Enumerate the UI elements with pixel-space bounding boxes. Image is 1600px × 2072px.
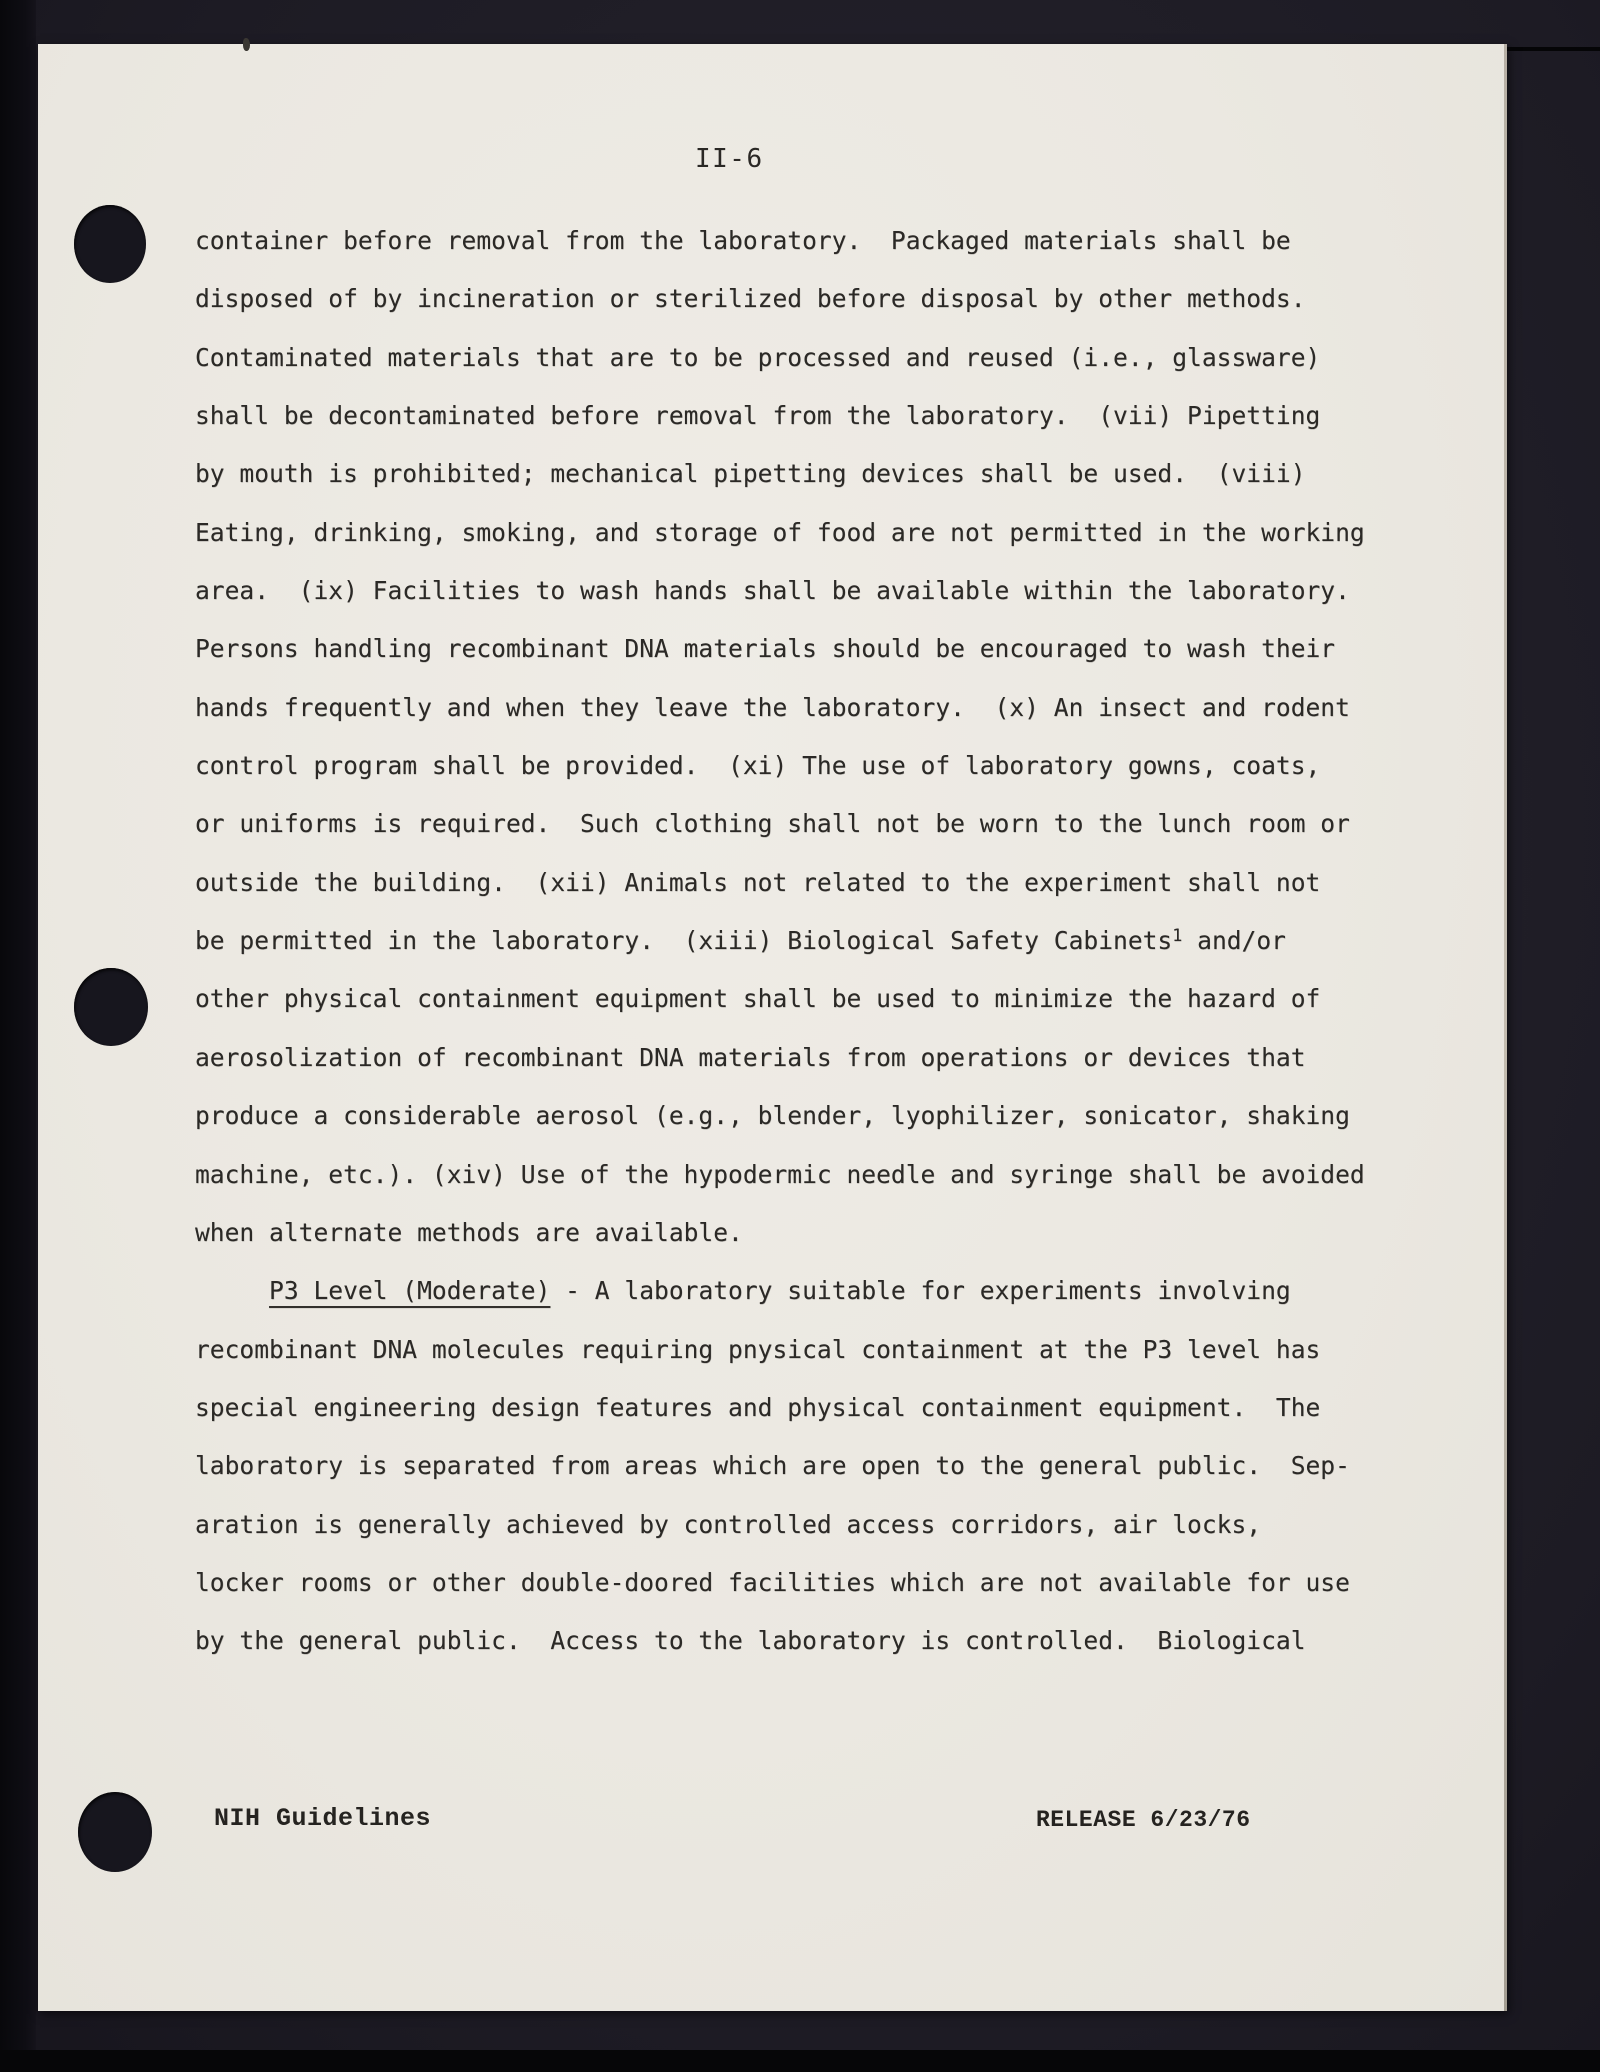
text-segment: aerosolization of recombinant DNA materials from operations or devices that (195, 1042, 1306, 1072)
text-segment: when alternate methods are available. (195, 1217, 743, 1247)
text-segment: produce a considerable aerosol (e.g., blender, lyophilizer, sonicator, shaking (195, 1101, 1350, 1131)
text-segment: P3 Level (Moderate) (269, 1276, 551, 1306)
text-segment: by the general public. Access to the laboratory is controlled. Biological (195, 1626, 1306, 1656)
text-line (195, 212, 1365, 270)
text-segment: control program shall be provided. (xi) The use of laboratory gowns, coats, (195, 751, 1321, 781)
footer-document-title: NIH Guidelines (214, 1804, 432, 1833)
text-line (195, 270, 1365, 328)
punch-hole-top (74, 205, 146, 283)
text-segment: laboratory is separated from areas which are open to the general public. Sep- (195, 1451, 1350, 1481)
text-segment: hands frequently and when they leave the laboratory. (x) An insect and rodent (195, 692, 1350, 722)
text-segment: by mouth is prohibited; mechanical pipetting devices shall be used. (viii) (195, 459, 1306, 489)
page-number: II-6 (695, 144, 764, 174)
text-segment: aration is generally achieved by controlled access corridors, air locks, (195, 1509, 1262, 1539)
footnote-reference: 1 (1172, 924, 1183, 945)
punch-hole-middle (74, 968, 148, 1046)
text-segment: locker rooms or other double-doored facilities which are not available for use (195, 1567, 1350, 1597)
document-body (195, 212, 1365, 1671)
text-line (195, 1146, 1365, 1204)
text-line (195, 620, 1365, 678)
text-line (195, 1379, 1365, 1437)
text-segment: and/or (1182, 926, 1286, 956)
text-segment: - A laboratory suitable for experiments involving (550, 1276, 1291, 1306)
text-line (195, 1612, 1365, 1670)
text-line (195, 1437, 1365, 1495)
table-edge-line (1495, 47, 1600, 51)
text-line (195, 445, 1365, 503)
text-segment: disposed of by incineration or sterilized before disposal by other methods. (195, 284, 1306, 314)
text-line (195, 329, 1365, 387)
text-segment: Persons handling recombinant DNA materials should be encouraged to wash their (195, 634, 1336, 664)
text-segment: be permitted in the laboratory. (xiii) Biological Safety Cabinets (195, 926, 1173, 956)
text-line (195, 1321, 1365, 1379)
text-segment: outside the building. (xii) Animals not related to the experiment shall not (195, 867, 1321, 897)
text-segment: shall be decontaminated before removal from the laboratory. (vii) Pipetting (195, 401, 1321, 431)
text-segment: special engineering design features and physical containment equipment. The (195, 1392, 1321, 1422)
text-segment: machine, etc.). (xiv) Use of the hypodermic needle and syringe shall be avoided (195, 1159, 1365, 1189)
text-segment: Contaminated materials that are to be processed and reused (i.e., glassware) (195, 342, 1321, 372)
document-page (38, 44, 1507, 2011)
text-line (195, 854, 1365, 912)
footer-release-date: RELEASE 6/23/76 (1036, 1807, 1251, 1833)
text-segment: area. (ix) Facilities to wash hands shall be available within the laboratory. (195, 576, 1350, 606)
text-line (195, 795, 1365, 853)
scan-edge-left (0, 0, 36, 2072)
text-segment (195, 1276, 269, 1305)
text-line (195, 1029, 1365, 1087)
text-line (195, 504, 1365, 562)
text-line (195, 679, 1365, 737)
text-line (195, 1554, 1365, 1612)
text-segment: container before removal from the laboratory. Packaged materials shall be (195, 226, 1291, 255)
text-line (195, 1087, 1365, 1145)
text-line (195, 1204, 1365, 1262)
text-line (195, 912, 1365, 970)
scan-artifact-speck (243, 38, 250, 51)
text-line (195, 1262, 1365, 1320)
text-line (195, 562, 1365, 620)
text-line (195, 1496, 1365, 1554)
text-segment: recombinant DNA molecules requiring pnysical containment at the P3 level has (195, 1334, 1321, 1364)
text-segment: or uniforms is required. Such clothing shall not be worn to the lunch room or (195, 809, 1350, 839)
scan-edge-bottom (0, 2050, 1600, 2072)
punch-hole-bottom (78, 1792, 152, 1872)
text-segment: Eating, drinking, smoking, and storage of food are not permitted in the working (195, 517, 1365, 547)
text-line (195, 387, 1365, 445)
text-line (195, 970, 1365, 1028)
text-line (195, 737, 1365, 795)
text-segment: other physical containment equipment shall be used to minimize the hazard of (195, 984, 1321, 1014)
